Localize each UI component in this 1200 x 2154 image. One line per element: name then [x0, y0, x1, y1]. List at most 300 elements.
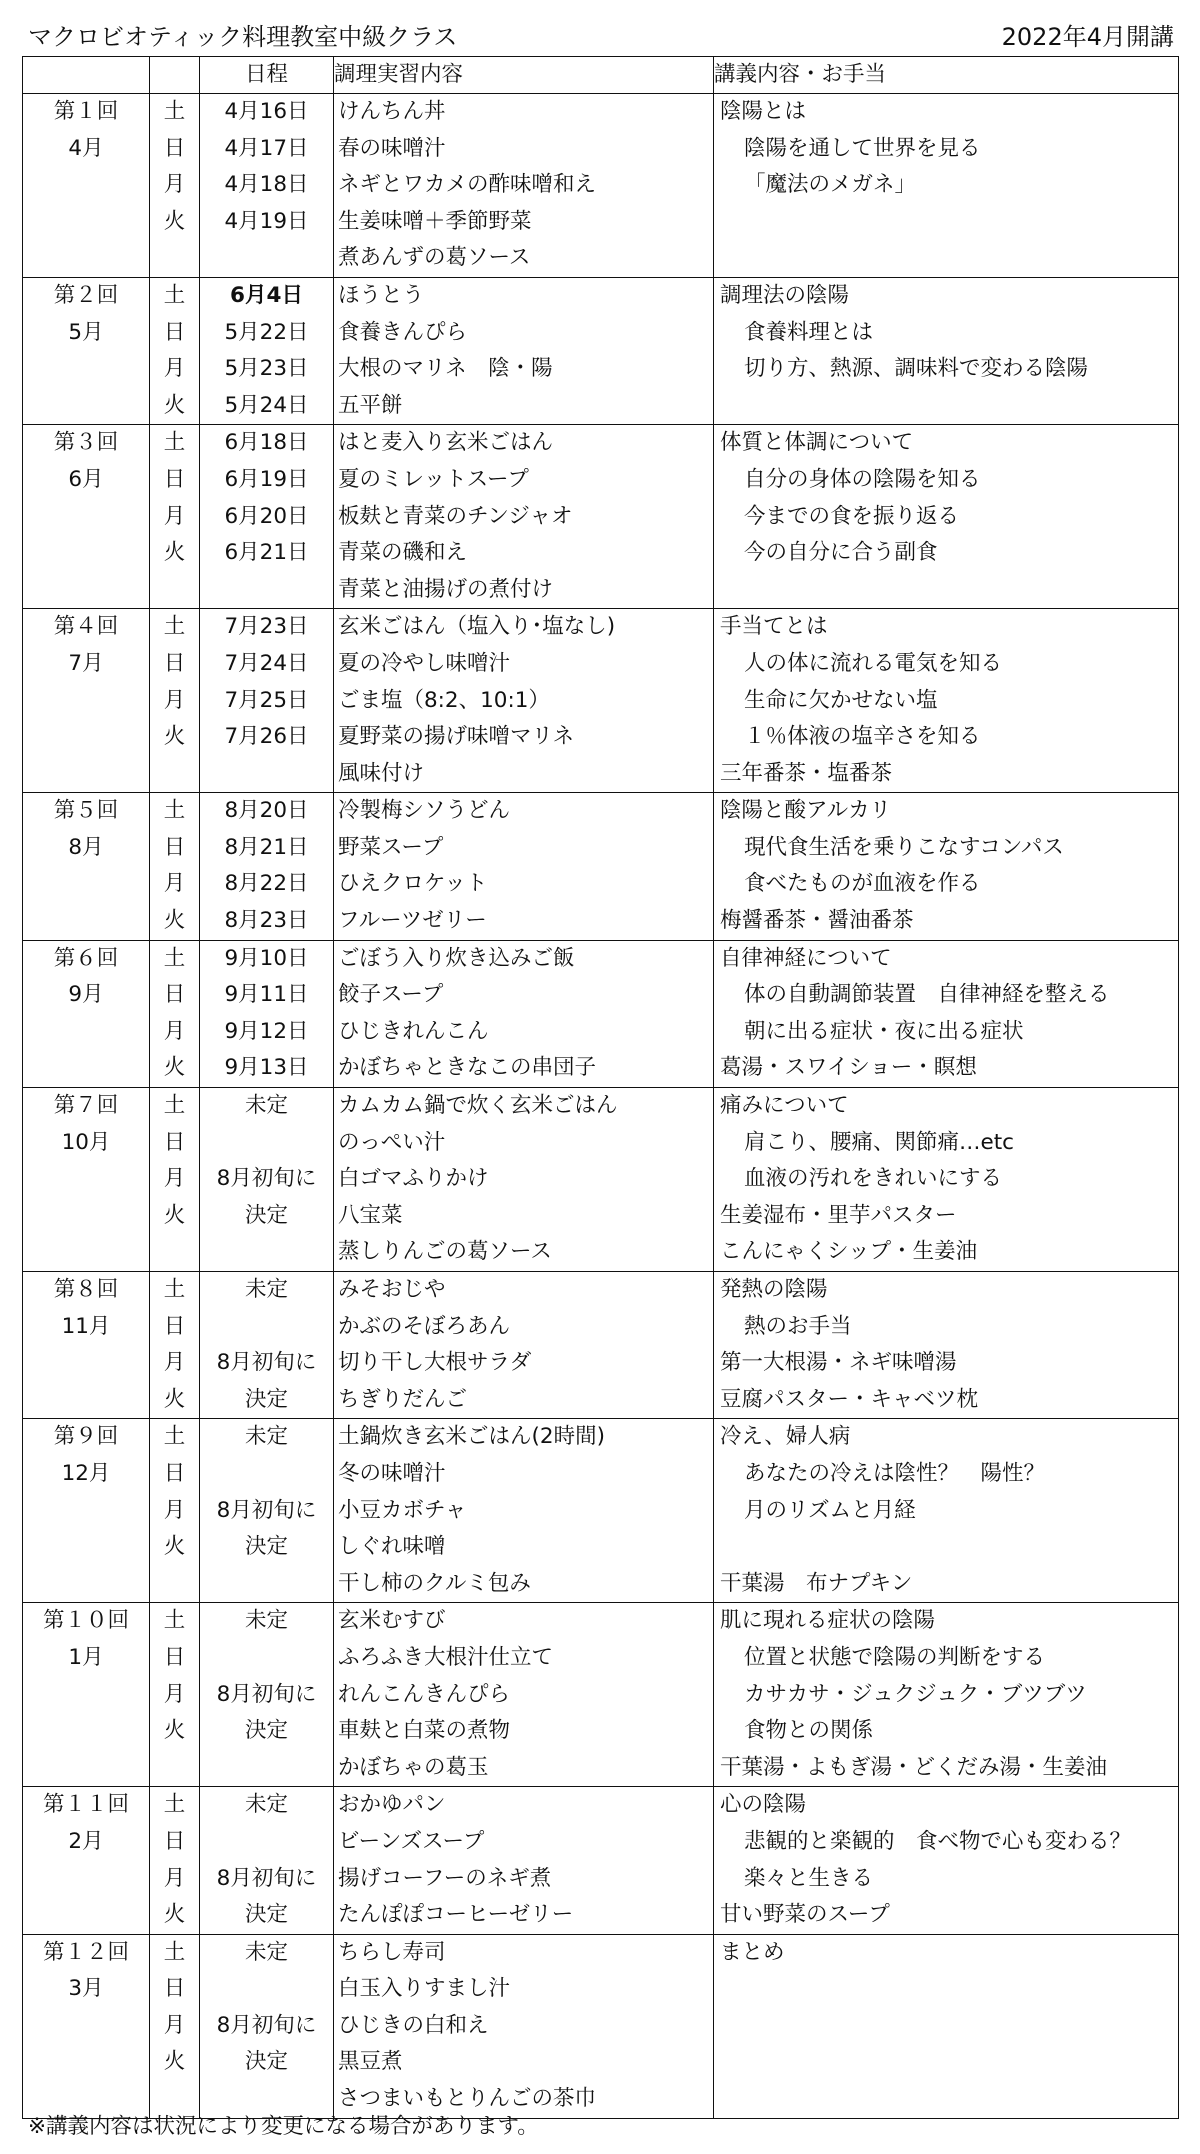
session-month: 7月 [68, 650, 104, 676]
weekday: 火 [163, 540, 186, 566]
session-date: 未定 [244, 1424, 288, 1450]
session-date: 8月初旬に [216, 1166, 317, 1192]
session-row [23, 1787, 1179, 1934]
session-label: 第４回 [53, 614, 119, 640]
menu-item: 生姜味噌＋季節野菜 [338, 208, 532, 234]
lecture-subtopic: 今までの食を振り返る [744, 503, 960, 529]
weekday: 火 [163, 1902, 186, 1928]
weekday: 火 [163, 1202, 186, 1228]
session-date: 6月21日 [224, 540, 309, 566]
lecture-subtopic: 現代食生活を乗りこなすコンパス [744, 834, 1064, 860]
weekday: 日 [163, 1828, 186, 1854]
lecture-subtopic: １％体液の塩辛さを知る [744, 724, 981, 750]
menu-item: かぼちゃの葛玉 [338, 1754, 489, 1780]
weekday: 土 [163, 1792, 186, 1818]
menu-item: ちぎりだんご [338, 1386, 468, 1412]
session-date: 9月12日 [224, 1018, 309, 1044]
weekday: 火 [163, 1534, 186, 1560]
menu-item: 野菜スープ [338, 834, 444, 860]
date-cell [200, 940, 334, 1087]
weekday: 火 [163, 908, 186, 934]
session-date: 未定 [244, 1277, 288, 1302]
session-date: 8月23日 [224, 908, 309, 934]
menu-cell [334, 1603, 714, 1787]
schedule-column-header: 日程 [200, 57, 334, 94]
menu-item: 板麸と青菜のチンジャオ [338, 503, 573, 529]
date-cell [200, 94, 334, 278]
weekday: 土 [163, 1608, 186, 1634]
session-date: 6月20日 [224, 503, 309, 529]
lecture-subtopic: あなたの冷えは陰性？ 陽性？ [744, 1460, 1046, 1486]
session-label: 第１０回 [42, 1608, 129, 1634]
weekday: 火 [163, 2049, 186, 2075]
weekday: 土 [163, 1277, 186, 1302]
lecture-subtopic: 体の自動調節装置 自律神経を整える [744, 982, 1110, 1008]
session-label: 第１回 [53, 99, 119, 124]
weekday: 日 [163, 1129, 186, 1155]
lecture-cell [714, 940, 1179, 1087]
session-cell [23, 277, 150, 424]
menu-item: さつまいもとりんごの茶巾 [338, 2086, 597, 2112]
session-date: 未定 [244, 1608, 288, 1634]
session-month: 4月 [68, 135, 104, 161]
session-column-header [23, 57, 150, 94]
session-date: 4月16日 [224, 99, 309, 124]
weekday: 土 [163, 1093, 186, 1119]
weekday: 土 [163, 614, 186, 640]
menu-column-header: 調理実習内容 [334, 57, 714, 94]
session-row [23, 1603, 1179, 1787]
lecture-topic: 手当てとは [720, 614, 828, 640]
lecture-topic: 心の陰陽 [720, 1792, 807, 1818]
session-date: 7月24日 [224, 650, 309, 676]
session-label: 第２回 [53, 282, 119, 308]
weekday: 月 [163, 1166, 186, 1192]
session-date: 4月19日 [224, 208, 309, 234]
session-cell [23, 1419, 150, 1603]
menu-cell [334, 1088, 714, 1272]
lecture-topic: まとめ [720, 1939, 785, 1965]
session-row [23, 793, 1179, 940]
menu-item: 車麸と白菜の煮物 [338, 1718, 511, 1744]
weekday: 日 [163, 1313, 186, 1339]
menu-item: けんちん丼 [338, 99, 446, 124]
lecture-topic: こんにゃくシップ・生姜油 [720, 1239, 978, 1265]
menu-item: 土鍋炊き玄米ごはん(2時間) [338, 1424, 605, 1450]
menu-item: 玄米ごはん（塩入り･塩なし) [338, 614, 616, 640]
weekday-cell [150, 425, 200, 609]
session-date: 7月26日 [224, 724, 309, 750]
weekday: 日 [163, 466, 186, 492]
session-date: 5月23日 [224, 356, 309, 382]
menu-cell [334, 940, 714, 1087]
weekday: 日 [163, 319, 186, 345]
lecture-subtopic: 熱のお手当 [744, 1313, 852, 1339]
date-cell [200, 277, 334, 424]
menu-item: 青菜の磯和え [338, 540, 468, 566]
weekday-cell [150, 1272, 200, 1419]
session-cell [23, 1787, 150, 1934]
menu-item: かぶのそぼろあん [338, 1313, 511, 1339]
weekday: 月 [163, 503, 186, 529]
weekday: 日 [163, 1460, 186, 1486]
menu-item: 餃子スープ [338, 982, 444, 1008]
lecture-subtopic: 陰陽を通して世界を見る [744, 135, 981, 161]
session-row [23, 609, 1179, 793]
session-row [23, 1272, 1179, 1419]
session-row [23, 940, 1179, 1087]
session-row [23, 1088, 1179, 1272]
menu-item: みそおじや [338, 1277, 446, 1302]
session-label: 第６回 [53, 945, 119, 971]
menu-cell [334, 425, 714, 609]
lecture-subtopic: 悲観的と楽観的 食べ物で心も変わる？ [744, 1828, 1132, 1854]
weekday: 月 [163, 1681, 186, 1707]
session-row [23, 425, 1179, 609]
weekday: 土 [163, 945, 186, 971]
session-date: 決定 [244, 1902, 288, 1928]
session-date: 7月25日 [224, 687, 309, 713]
session-cell [23, 609, 150, 793]
lecture-subtopic: 人の体に流れる電気を知る [744, 650, 1003, 676]
weekday: 月 [163, 1350, 186, 1376]
session-date: 8月初旬に [216, 1350, 317, 1376]
session-date: 8月初旬に [216, 1865, 317, 1891]
weekday-cell [150, 1787, 200, 1934]
menu-item: ごぼう入り炊き込みご飯 [338, 945, 575, 971]
menu-item: 小豆カボチャ [338, 1497, 467, 1523]
day-column-header [150, 57, 200, 94]
session-date: 5月24日 [224, 392, 309, 418]
menu-item: ひじきの白和え [338, 2012, 489, 2038]
lecture-subtopic: 「魔法のメガネ」 [744, 172, 917, 198]
menu-cell [334, 94, 714, 278]
weekday: 月 [163, 1865, 186, 1891]
menu-cell [334, 1419, 714, 1603]
menu-item: ちらし寿司 [338, 1939, 446, 1965]
session-date: 7月23日 [224, 614, 309, 640]
menu-item: 冷製梅シソうどん [338, 798, 511, 824]
lecture-topic: 自律神経について [720, 945, 892, 971]
lecture-cell [714, 609, 1179, 793]
menu-item: カムカム鍋で炊く玄米ごはん [338, 1093, 618, 1119]
menu-item: ビーンズスープ [338, 1828, 485, 1854]
lecture-topic: 第一大根湯・ネギ味噌湯 [720, 1350, 957, 1376]
lecture-topic: 肌に現れる症状の陰陽 [720, 1608, 936, 1634]
session-date: 8月初旬に [216, 2012, 317, 2038]
session-date: 9月10日 [224, 945, 309, 971]
table-header-row [23, 57, 1179, 94]
weekday-cell [150, 94, 200, 278]
start-date: 2022年4月開講 [1001, 23, 1174, 51]
session-row [23, 94, 1179, 278]
weekday: 火 [163, 1386, 186, 1412]
weekday-cell [150, 940, 200, 1087]
weekday: 土 [163, 99, 186, 124]
weekday: 日 [163, 1976, 186, 2002]
menu-item: 五平餅 [338, 392, 403, 418]
session-month: 10月 [61, 1129, 111, 1155]
session-date [200, 1456, 333, 1493]
weekday: 土 [163, 1939, 186, 1965]
menu-item: 蒸しりんごの葛ソース [338, 1239, 552, 1265]
lecture-topic: 陰陽と酸アルカリ [720, 798, 892, 824]
menu-item: 玄米むすび [338, 1608, 446, 1634]
session-month: 8月 [68, 834, 104, 860]
menu-cell [334, 793, 714, 940]
session-date: 4月17日 [224, 135, 309, 161]
date-cell [200, 1934, 334, 2118]
session-month: 11月 [61, 1313, 111, 1339]
date-cell [200, 1419, 334, 1603]
menu-item: 黒豆煮 [338, 2049, 403, 2075]
lecture-topic: 梅醤番茶・醤油番茶 [720, 908, 914, 934]
menu-item: 揚げコーフーのネギ煮 [338, 1865, 552, 1891]
weekday: 日 [163, 650, 186, 676]
lecture-topic: 体質と体調について [720, 430, 914, 456]
menu-item: ひじきれんこん [338, 1018, 489, 1044]
menu-item: 白玉入りすまし汁 [338, 1976, 511, 2002]
weekday-cell [150, 1419, 200, 1603]
menu-item: ネギとワカメの酢味噌和え [338, 172, 597, 198]
weekday-cell [150, 277, 200, 424]
lecture-subtopic: 位置と状態で陰陽の判断をする [744, 1644, 1046, 1670]
lecture-cell [714, 793, 1179, 940]
weekday: 火 [163, 1055, 186, 1081]
footnote: ※講義内容は状況により変更になる場合があります。 [28, 2114, 539, 2139]
lecture-cell [714, 1088, 1179, 1272]
curriculum-table [22, 56, 1179, 2119]
weekday: 火 [163, 724, 186, 750]
date-cell [200, 1603, 334, 1787]
menu-cell [334, 1934, 714, 2118]
menu-item: 八宝菜 [338, 1202, 403, 1228]
session-date: 8月初旬に [216, 1681, 317, 1707]
lecture-subtopic: 切り方、熱源、調味料で変わる陰陽 [744, 356, 1089, 382]
menu-item: 煮あんずの葛ソース [338, 245, 531, 271]
menu-item: 干し柿のクルミ包み [338, 1570, 531, 1596]
menu-item: 白ゴマふりかけ [338, 1166, 489, 1192]
session-row [23, 277, 1179, 424]
session-month: 9月 [68, 982, 104, 1008]
weekday: 火 [163, 1718, 186, 1744]
lecture-subtopic: 楽々と生きる [744, 1865, 874, 1891]
session-row [23, 1934, 1179, 2118]
session-date: 決定 [244, 1718, 288, 1744]
lecture-topic: 陰陽とは [720, 99, 807, 124]
weekday: 日 [163, 135, 186, 161]
document-header [28, 20, 1174, 54]
lecture-cell [714, 1934, 1179, 2118]
lecture-topic: 冷え、婦人病 [720, 1424, 851, 1450]
session-date: 未定 [244, 1792, 288, 1818]
weekday: 月 [163, 1497, 186, 1523]
menu-item: れんこんきんぴら [338, 1681, 511, 1707]
weekday: 月 [163, 687, 186, 713]
menu-item: のっぺい汁 [338, 1129, 446, 1155]
session-date: 決定 [244, 1386, 288, 1412]
lecture-cell [714, 1419, 1179, 1603]
weekday: 土 [163, 430, 186, 456]
session-date: 決定 [244, 1534, 288, 1560]
session-date: 8月初旬に [216, 1497, 317, 1523]
session-cell [23, 1272, 150, 1419]
session-date [200, 1971, 333, 2008]
weekday: 火 [163, 392, 186, 418]
menu-cell [334, 1787, 714, 1934]
menu-item: フルーツゼリー [338, 908, 487, 934]
session-date: 6月18日 [224, 430, 309, 456]
lecture-topic: 干葉湯・よもぎ湯・どくだみ湯・生姜油 [720, 1754, 1108, 1780]
lecture-topic: 干葉湯 布ナプキン [720, 1570, 913, 1596]
lecture-topic: 調理法の陰陽 [720, 282, 850, 308]
weekday-cell [150, 1088, 200, 1272]
weekday: 月 [163, 2012, 186, 2038]
session-label: 第１１回 [42, 1792, 129, 1818]
menu-item: かぼちゃときなこの串団子 [338, 1055, 597, 1081]
menu-item: 夏野菜の揚げ味噌マリネ [338, 724, 575, 750]
session-date [200, 1125, 333, 1162]
menu-item: おかゆパン [338, 1792, 446, 1818]
lecture-topic: 発熱の陰陽 [720, 1277, 828, 1302]
lecture-topic: 甘い野菜のスープ [720, 1902, 890, 1928]
lecture-subtopic: 自分の身体の陰陽を知る [744, 466, 981, 492]
date-cell [200, 1787, 334, 1934]
session-month: 2月 [68, 1828, 104, 1854]
weekday: 月 [163, 356, 186, 382]
session-date: 4月18日 [224, 172, 309, 198]
menu-cell [334, 609, 714, 793]
lecture-subtopic: カサカサ・ジュクジュク・ブツブツ [744, 1681, 1087, 1707]
lecture-subtopic: 朝に出る症状・夜に出る症状 [744, 1018, 1024, 1044]
lecture-topic: 豆腐パスター・キャベツ枕 [720, 1386, 979, 1412]
session-label: 第１２回 [42, 1939, 129, 1965]
lecture-subtopic: 今の自分に合う副食 [744, 540, 938, 566]
menu-cell [334, 1272, 714, 1419]
page-title: マクロビオティック料理教室中級クラス [28, 23, 458, 51]
menu-item: たんぽぽコーヒーゼリー [338, 1902, 574, 1928]
menu-item: 夏のミレットスープ [338, 466, 529, 492]
menu-item: ひえクロケット [338, 871, 488, 897]
weekday: 火 [163, 208, 186, 234]
weekday: 土 [163, 1424, 186, 1450]
lecture-subtopic: 食物との関係 [744, 1718, 874, 1744]
session-label: 第３回 [53, 430, 119, 456]
session-date: 未定 [244, 1093, 288, 1119]
lecture-topic [714, 1529, 1178, 1566]
weekday: 日 [163, 982, 186, 1008]
lecture-column-header: 講義内容・お手当 [714, 57, 1179, 94]
session-month: 5月 [68, 319, 104, 345]
lecture-subtopic: 肩こり、腰痛、関節痛…etc [744, 1129, 1014, 1155]
menu-cell [334, 277, 714, 424]
lecture-cell [714, 277, 1179, 424]
session-date: 決定 [244, 2049, 288, 2075]
session-date: 5月22日 [224, 319, 309, 345]
session-date [200, 1824, 333, 1861]
menu-item: はと麦入り玄米ごはん [338, 430, 554, 456]
menu-item: 青菜と油揚げの煮付け [338, 576, 554, 602]
lecture-cell [714, 94, 1179, 278]
session-date: 9月11日 [224, 982, 309, 1008]
lecture-subtopic: 生命に欠かせない塩 [744, 687, 938, 713]
menu-item: 冬の味噌汁 [338, 1460, 446, 1486]
session-cell [23, 940, 150, 1087]
session-cell [23, 1088, 150, 1272]
session-label: 第５回 [53, 798, 119, 824]
session-date: 6月4日 [230, 282, 303, 308]
lecture-cell [714, 425, 1179, 609]
weekday: 月 [163, 1018, 186, 1044]
lecture-topic: 痛みについて [720, 1093, 849, 1119]
session-label: 第９回 [53, 1424, 119, 1450]
menu-item: 春の味噌汁 [338, 135, 446, 161]
lecture-topic: 葛湯・スワイショー・瞑想 [720, 1055, 977, 1081]
session-month: 6月 [68, 466, 104, 492]
menu-item: 風味付け [338, 760, 425, 786]
session-date: 8月22日 [224, 871, 309, 897]
session-cell [23, 94, 150, 278]
menu-item: 大根のマリネ 陰・陽 [338, 356, 553, 382]
lecture-subtopic: 食養料理とは [744, 319, 874, 345]
lecture-subtopic: 月のリズムと月経 [744, 1497, 916, 1523]
session-month: 3月 [68, 1976, 104, 2002]
session-month: 1月 [68, 1644, 104, 1670]
session-date [200, 1309, 333, 1346]
session-cell [23, 1934, 150, 2118]
menu-item: ふろふき大根汁仕立て [338, 1644, 554, 1670]
weekday: 土 [163, 282, 186, 308]
weekday: 日 [163, 834, 186, 860]
lecture-subtopic: 食べたものが血液を作る [744, 871, 981, 897]
weekday: 月 [163, 871, 186, 897]
date-cell [200, 425, 334, 609]
date-cell [200, 793, 334, 940]
session-row [23, 1419, 1179, 1603]
weekday-cell [150, 609, 200, 793]
menu-item: 切り干し大根サラダ [338, 1350, 532, 1376]
session-month: 12月 [61, 1460, 111, 1486]
menu-item: しぐれ味噌 [338, 1534, 446, 1560]
date-cell [200, 1088, 334, 1272]
menu-item: ごま塩（8:2、10:1） [338, 687, 550, 713]
session-date [200, 1640, 333, 1677]
lecture-topic: 三年番茶・塩番茶 [720, 760, 893, 786]
weekday-cell [150, 1603, 200, 1787]
date-cell [200, 609, 334, 793]
session-date: 8月21日 [224, 834, 309, 860]
menu-item: 食養きんぴら [338, 319, 468, 345]
lecture-cell [714, 1272, 1179, 1419]
session-label: 第８回 [53, 1277, 119, 1302]
lecture-cell [714, 1787, 1179, 1934]
weekday: 日 [163, 1644, 186, 1670]
weekday: 月 [163, 172, 186, 198]
date-cell [200, 1272, 334, 1419]
weekday-cell [150, 1934, 200, 2118]
session-date: 決定 [244, 1202, 288, 1228]
weekday-cell [150, 793, 200, 940]
lecture-topic: 生姜湿布・里芋パスター [720, 1202, 957, 1228]
session-cell [23, 793, 150, 940]
session-date: 9月13日 [224, 1055, 309, 1081]
session-cell [23, 425, 150, 609]
menu-item: ほうとう [338, 282, 425, 308]
lecture-cell [714, 1603, 1179, 1787]
session-date: 6月19日 [224, 466, 309, 492]
session-label: 第７回 [53, 1093, 119, 1119]
session-cell [23, 1603, 150, 1787]
